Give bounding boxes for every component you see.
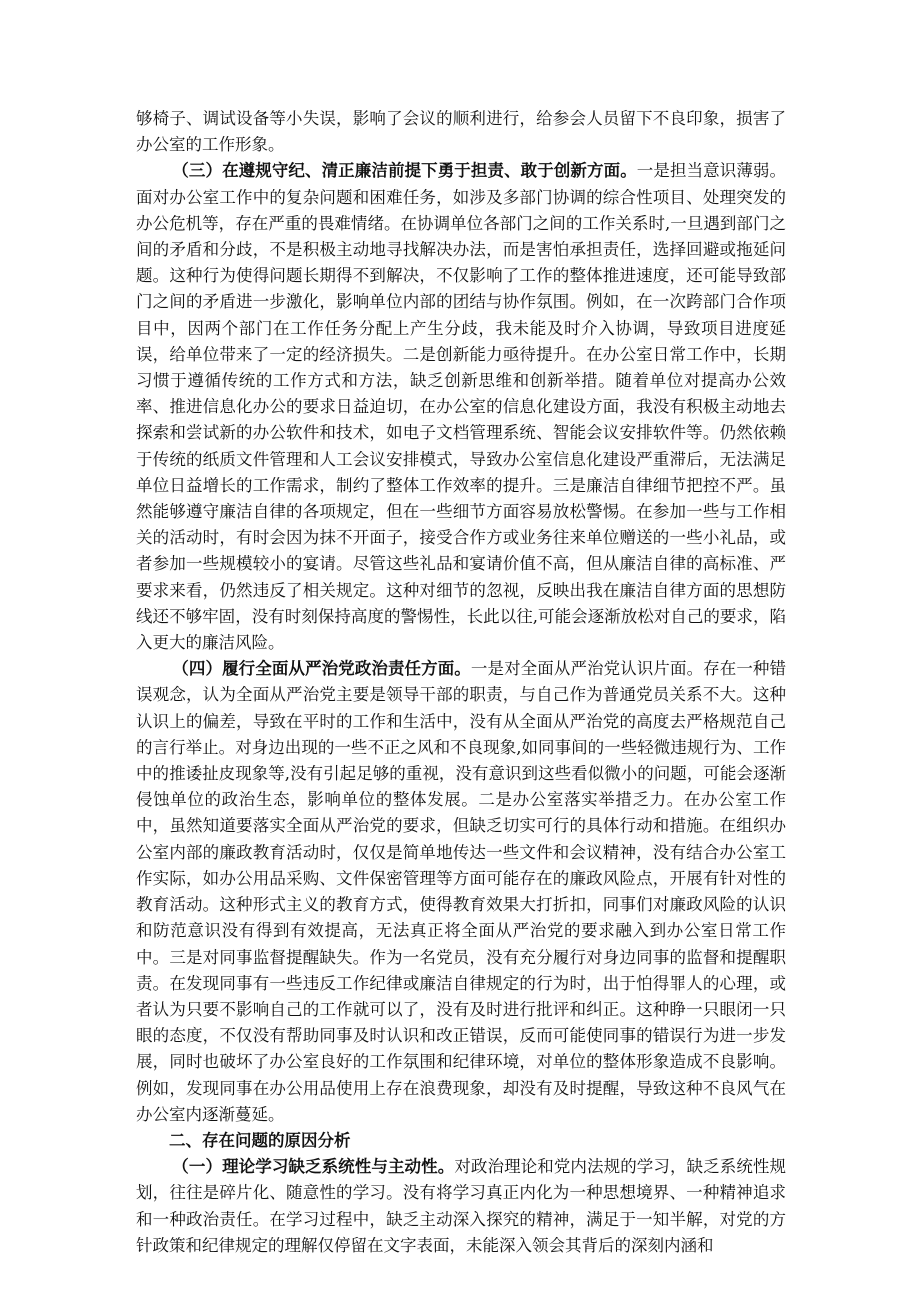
- section-3-paragraph: [136, 158, 786, 656]
- continuation-paragraph: 够椅子、调试设备等小失误，影响了会议的顺利进行，给参会人员留下不良印象，损害了办公室的工作形象。: [136, 109, 786, 155]
- part-2-heading: 二、存在问题的原因分析: [169, 1130, 351, 1150]
- section-4-body: 一是对全面从严治党认识片面。存在一种错误观念，认为全面从严治党主要是领导干部的职责，与自己作为普通党员关系不大。这种认识上的偏差，导致在平时的工作和生活中，没有从全面从严治党的高度去严格规范自己的言行举止。对身边出现的一些不正之风和不良现象,如同事间的一些轻微违规行为、工作中的推诿扯皮现象等,没有引起足够的重视，没有意识到这些看似微小的问题，可能会逐渐侵蚀单位的政治生态，影响单位的整体发展。二是办公室落实举措乏力。在办公室工作中，虽然知道要落实全面从严治党的要求，但缺乏切实可行的具体行动和措施。在组织办公室内部的廉政教育活动时，仅仅是简单地传达一些文件和会议精神，没有结合办公室工作实际，如办公用品采购、文件保密管理等方面可能存在的廉政风险点，开展有针对性的教育活动。这种形式主义的教育方式，使得教育效果大打折扣，同事们对廉政风险的认识和防范意识没有得到有效提高，无法真正将全面从严治党的要求融入到办公室日常工作中。三是对同事监督提醒缺失。作为一名党员，没有充分履行对身边同事的监督和提醒职责。在发现同事有一些违反工作纪律或廉洁自律规定的行为时，出于怕得罪人的心理，或者认为只要不影响自己的工作就可以了，没有及时进行批评和纠正。这种睁一只眼闭一只眼的态度，不仅没有帮助同事及时认识和改正错误，反而可能使同事的错误行为进一步发展，同时也破坏了办公室良好的工作氛围和纪律环境，对单位的整体形象造成不良影响。例如，发现同事在办公用品使用上存在浪费现象，却没有及时提醒，导致这种不良风气在办公室内逐渐蔓延。: [136, 659, 787, 1124]
- section-4-paragraph: [136, 656, 786, 1128]
- section-3-heading: （三）在遵规守纪、清正廉洁前提下勇于担责、敢于创新方面。: [172, 161, 637, 181]
- part-2-item-1-paragraph: [136, 1154, 786, 1259]
- section-4-heading: （四）履行全面从严治党政治责任方面。: [172, 659, 471, 679]
- part-2-item-1-body: 对政治理论和党内法规的学习，缺乏系统性规划，往往是碎片化、随意性的学习。没有将学习真正内化为一种思想境界、一种精神追求和一种政治责任。在学习过程中，缺乏主动深入探究的精神，满足于一知半解，对党的方针政策和纪律规定的理解仅停留在文字表面，未能深入领会其背后的深刻内涵和: [136, 1157, 787, 1255]
- section-3-body: 一是担当意识薄弱。面对办公室工作中的复杂问题和困难任务，如涉及多部门协调的综合性项目、处理突发的办公危机等，存在严重的畏难情绪。在协调单位各部门之间的工作关系时,一旦遇到部门之间的矛盾和分歧，不是积极主动地寻找解决办法，而是害怕承担责任，选择回避或拖延问题。这种行为使得问题长期得不到解决，不仅影响了工作的整体推进速度，还可能导致部门之间的矛盾进一步激化，影响单位内部的团结与协作氛围。例如，在一次跨部门合作项目中，因两个部门在工作任务分配上产生分歧，我未能及时介入协调，导致项目进度延误，给单位带来了一定的经济损失。二是创新能力亟待提升。在办公室日常工作中，长期习惯于遵循传统的工作方式和方法，缺乏创新思维和创新举措。随着单位对提高办公效率、推进信息化办公的要求日益迫切，在办公室的信息化建设方面，我没有积极主动地去探索和尝试新的办公软件和技术，如电子文档管理系统、智能会议安排软件等。仍然依赖于传统的纸质文件管理和人工会议安排模式，导致办公室信息化建设严重滞后，无法满足单位日益增长的工作需求，制约了整体工作效率的提升。三是廉洁自律细节把控不严。虽然能够遵守廉洁自律的各项规定，但在一些细节方面容易放松警惕。在参加一些与工作相关的活动时，有时会因为抹不开面子，接受合作方或业务往来单位赠送的一些小礼品，或者参加一些规模较小的宴请。尽管这些礼品和宴请价值不高，但从廉洁自律的高标准、严要求来看，仍然违反了相关规定。这种对细节的忽视，反映出我在廉洁自律方面的思想防线还不够牢固，没有时刻保持高度的警惕性，长此以往,可能会逐渐放松对自己的要求，陷入更大的廉洁风险。: [136, 161, 787, 653]
- document-page: [136, 106, 786, 1259]
- part-2-item-1-heading: （一）理论学习缺乏系统性与主动性。: [172, 1157, 455, 1177]
